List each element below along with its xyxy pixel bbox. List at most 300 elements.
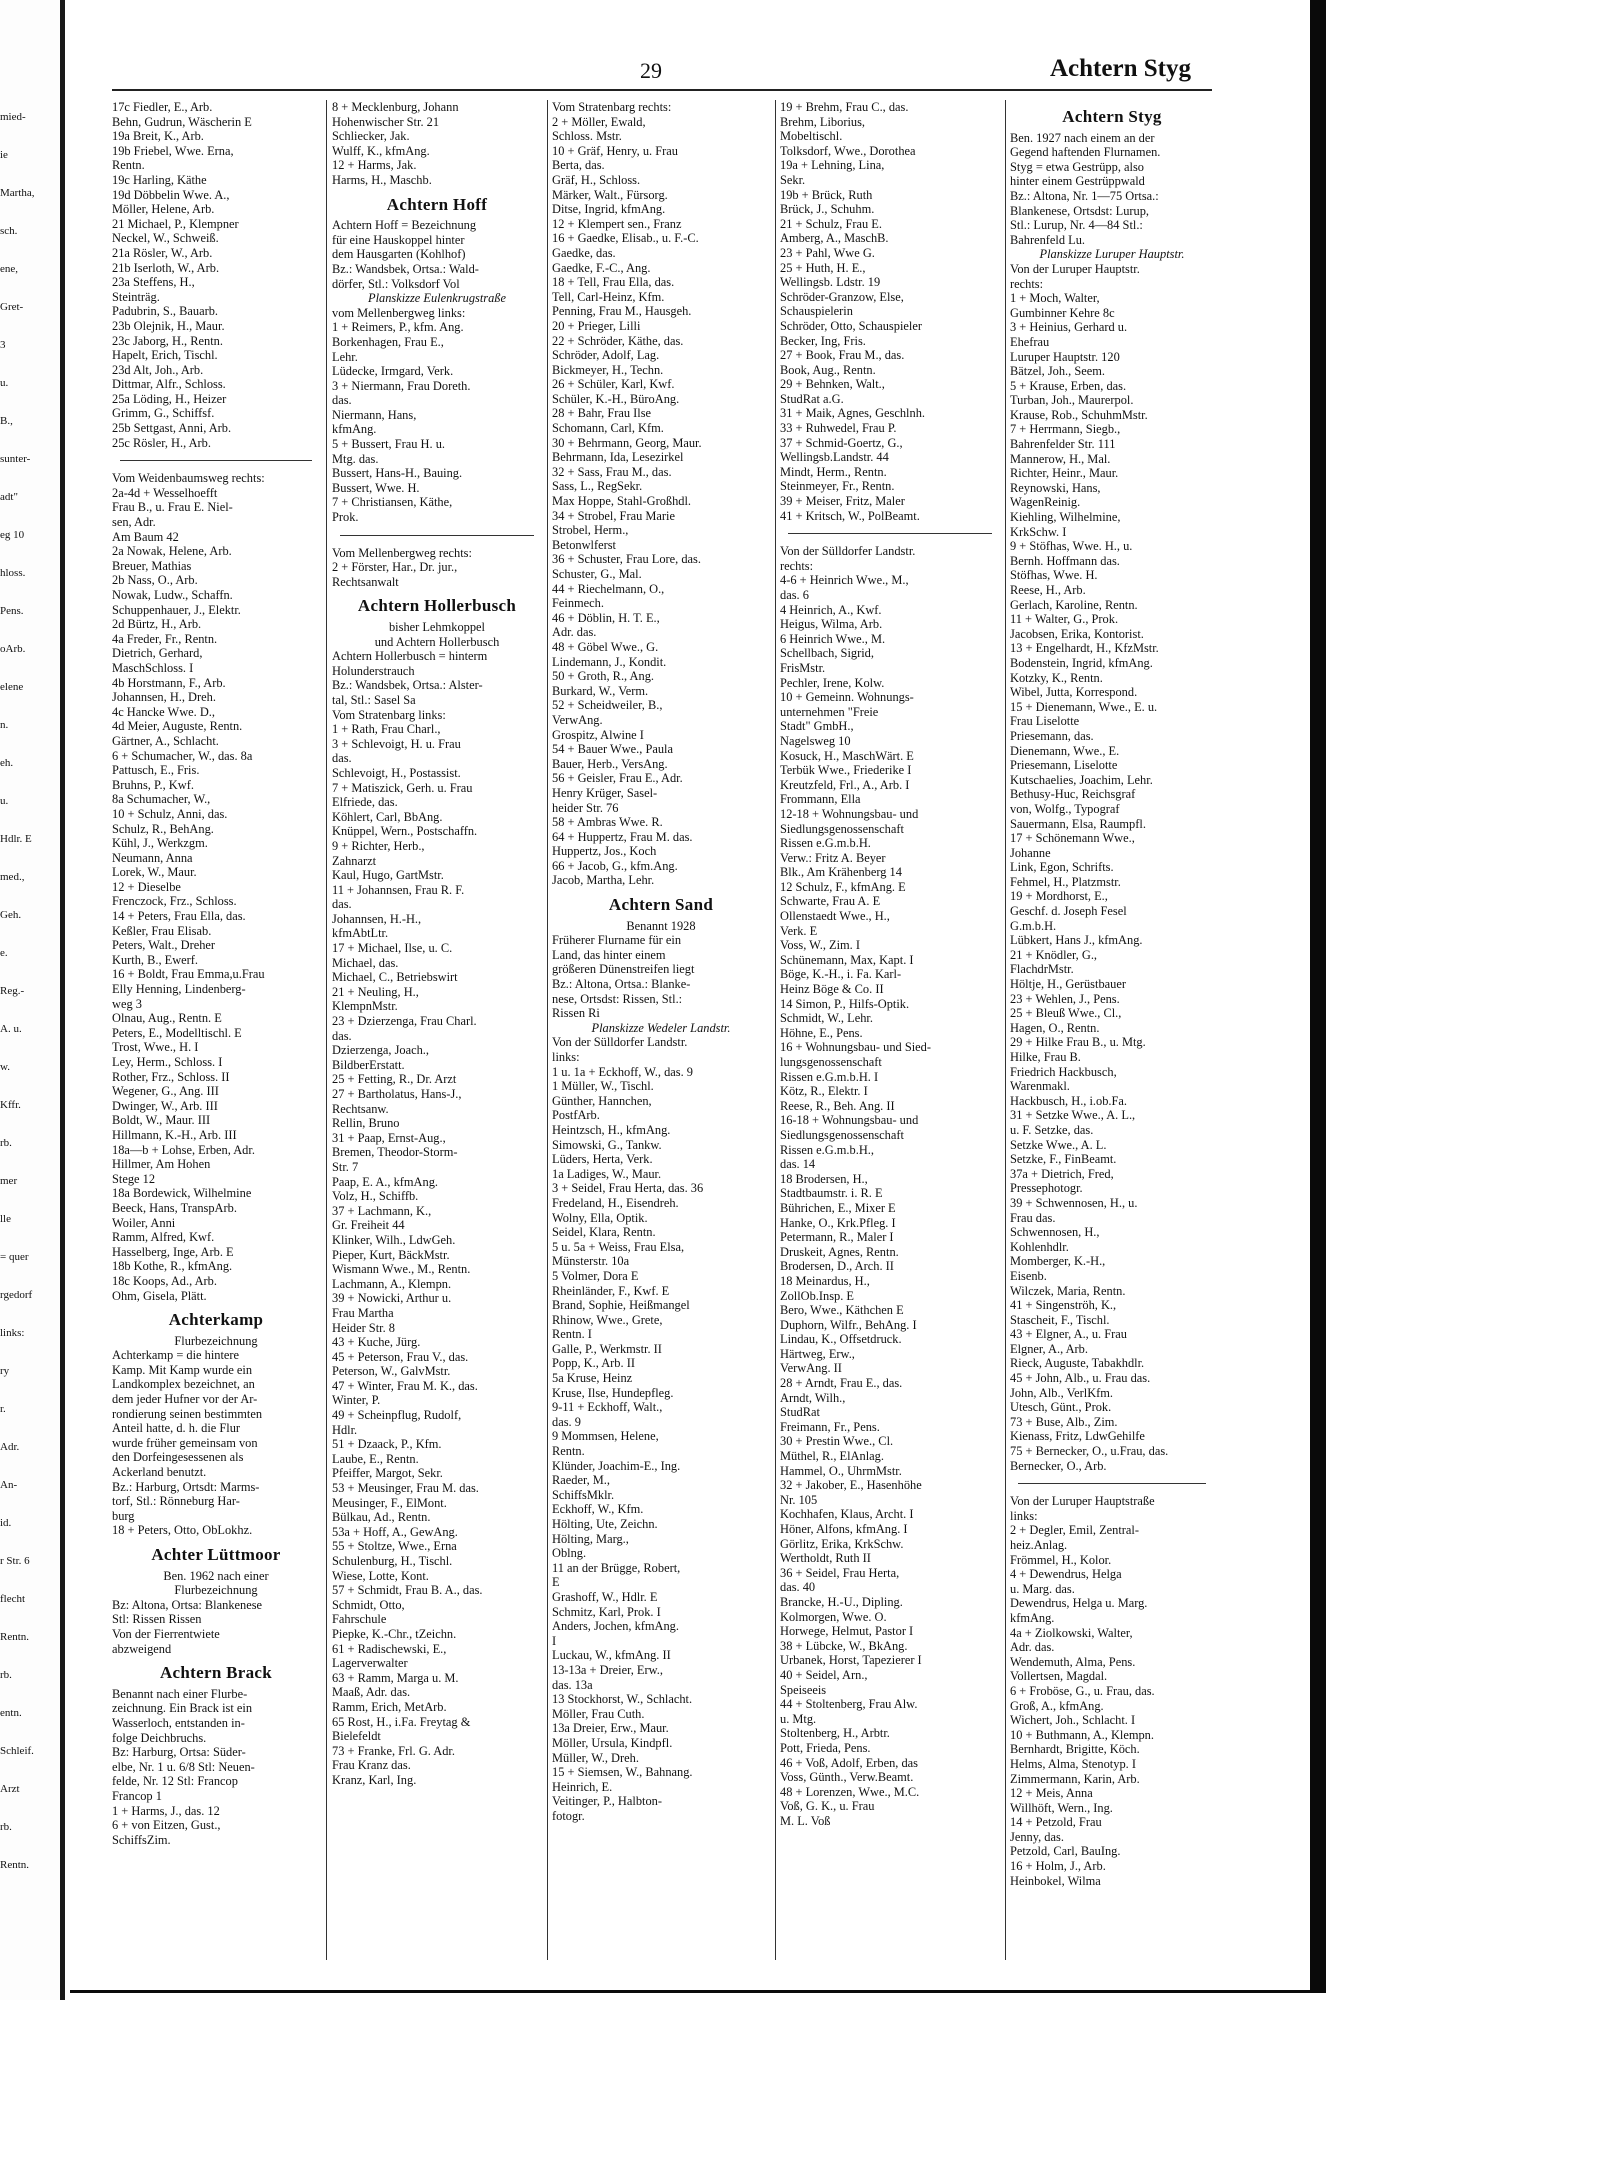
directory-entry: 21b Iserloth, W., Arb.	[112, 260, 220, 275]
directory-entry: Bätzel, Joh., Seem.	[1010, 364, 1105, 379]
directory-entry: Gaedke, F.-C., Ang.	[552, 260, 651, 275]
directory-entry: Neumann, Anna	[112, 850, 193, 865]
directory-entry: Gräf, H., Schloss.	[552, 172, 641, 187]
directory-entry: Dwinger, W., Arb. III	[112, 1098, 218, 1113]
directory-entry: Warenmakl.	[1010, 1079, 1070, 1094]
directory-entry: Höner, Alfons, kfmAng. I	[780, 1522, 908, 1536]
directory-entry: Lorek, W., Maur.	[112, 865, 197, 880]
directory-entry: Kreutzfeld, Frl., A., Arb. I	[780, 777, 910, 792]
directory-entry: Kochhafen, Klaus, Archt. I	[780, 1507, 914, 1522]
directory-entry: Möller, Ursula, Kindpfl.	[552, 1735, 673, 1750]
directory-entry: Voß, G. K., u. Frau	[780, 1799, 875, 1814]
directory-entry: Achtern Hoff = Bezeichnung	[332, 218, 477, 233]
directory-entry: Mobeltischl.	[780, 129, 843, 144]
spine-text-fragment: A. u.	[0, 1023, 22, 1035]
directory-entry: 11 an der Brügge, Robert,	[552, 1560, 681, 1575]
directory-entry: Blankenese, Ortsdst: Lurup,	[1010, 203, 1150, 218]
directory-entry: 31 + Maik, Agnes, Geschlnh.	[780, 406, 925, 421]
spine-text-fragment: mer	[0, 1175, 18, 1187]
directory-entry: Siedlungsgenossenschaft	[780, 821, 904, 836]
directory-entry: Hammel, O., UhrmMstr.	[780, 1463, 902, 1478]
directory-entry: Book, Aug., Rentn.	[780, 362, 876, 377]
directory-entry: 7 + Herrmann, Siegb.,	[1010, 422, 1121, 437]
directory-entry: Johannsen, H.-H.,	[332, 911, 422, 926]
directory-entry: 13 + Engelhardt, H., KfzMstr.	[1010, 641, 1159, 656]
directory-entry: 48 + Lorenzen, Wwe., M.C.	[780, 1784, 920, 1799]
directory-entry: FrisMstr.	[780, 660, 826, 675]
directory-entry: G.m.b.H.	[1010, 918, 1057, 933]
directory-entry: 39 + Meiser, Fritz, Maler	[780, 494, 905, 509]
directory-entry: Steinträg.	[112, 289, 160, 304]
directory-entry: Pattusch, E., Fris.	[112, 763, 200, 778]
directory-entry: zeichnung. Ein Brack ist ein	[112, 1701, 253, 1716]
directory-entry: Bz.: Wandsbek, Ortsa.: Wald-	[332, 261, 479, 276]
column-2	[332, 100, 542, 1960]
directory-entry: Schomann, Carl, Kfm.	[552, 421, 664, 436]
directory-entry: Paap, E. A., kfmAng.	[332, 1174, 438, 1189]
directory-entry: 21a Rösler, W., Arb.	[112, 245, 213, 260]
directory-entry: Jacobsen, Erika, Kontorist.	[1010, 626, 1144, 641]
spine-text-fragment: u.	[0, 795, 9, 807]
directory-entry: Land, das hinter einem	[552, 947, 666, 962]
directory-entry: Möller, Helene, Arb.	[112, 202, 215, 217]
directory-entry: Heintzsch, H., kfmAng.	[552, 1122, 671, 1137]
column-divider	[1005, 100, 1006, 1960]
directory-entry: Pott, Frieda, Pens.	[780, 1740, 871, 1755]
directory-entry: Rissen Ri	[552, 1006, 600, 1021]
directory-entry: Gaedke, das.	[552, 245, 616, 260]
spine-text-fragment: B.,	[0, 415, 13, 427]
directory-entry: Tolksdorf, Wwe., Dorothea	[780, 143, 916, 158]
directory-entry: u. Marg. das.	[1010, 1581, 1075, 1596]
directory-entry: Anteil hatte, d. h. die Flur	[112, 1421, 241, 1436]
spine-text-fragment: rb.	[0, 1669, 12, 1681]
directory-entry: Utesch, Günt., Prok.	[1010, 1400, 1112, 1415]
directory-entry: torf, Stl.: Rönneburg Har-	[112, 1494, 240, 1509]
spine-text-fragment: Arzt	[0, 1783, 20, 1795]
directory-entry: Ramm, Erich, MetArb.	[332, 1699, 447, 1714]
directory-entry: 18 + Peters, Otto, ObLokhz.	[112, 1523, 253, 1538]
directory-entry: 10 + Gräf, Henry, u. Frau	[552, 143, 678, 158]
directory-entry: M. L. Voß	[780, 1813, 831, 1828]
directory-entry: Willhöft, Wern., Ing.	[1010, 1800, 1113, 1815]
directory-entry: Arndt, Wilh.,	[780, 1390, 846, 1405]
directory-entry: Wertholdt, Ruth II	[780, 1551, 871, 1566]
spine-text-fragment: n.	[0, 719, 9, 731]
directory-entry: Brück, J., Schuhm.	[780, 202, 875, 217]
directory-entry: Heinz Böge & Co. II	[780, 982, 884, 997]
directory-entry: 13 Stockhorst, W., Schlacht.	[552, 1692, 693, 1707]
directory-entry: Hohenwischer Str. 21	[332, 114, 440, 129]
directory-entry: Henry Krüger, Sasel-	[552, 785, 658, 800]
directory-entry: Stadt" GmbH.,	[780, 719, 854, 734]
directory-entry: 1 + Moch, Walter,	[1010, 291, 1100, 306]
directory-entry: Bz.: Altona, Ortsa.: Blanke-	[552, 977, 691, 992]
spine-edge	[60, 0, 65, 2000]
directory-entry: Neckel, W., Schweiß.	[112, 231, 219, 246]
directory-entry: Setzke Wwe., A. L.	[1010, 1137, 1107, 1152]
running-head: Achtern Styg	[1050, 55, 1191, 82]
directory-entry: Verk. E	[780, 923, 818, 938]
directory-entry: Hdlr.	[332, 1422, 358, 1437]
directory-entry: 3 + Heinius, Gerhard u.	[1010, 320, 1128, 335]
directory-entry: 58 + Ambras Wwe. R.	[552, 815, 663, 830]
directory-entry: Ditse, Ingrid, kfmAng.	[552, 202, 666, 217]
directory-entry: Stoltenberg, H., Arbtr.	[780, 1726, 890, 1741]
directory-entry: Schwarte, Frau A. E	[780, 894, 881, 909]
directory-entry: hinter einem Gestrüppwald	[1010, 174, 1145, 189]
spine-text-fragment: lle	[0, 1213, 11, 1225]
directory-entry: 45 + John, Alb., u. Frau das.	[1010, 1371, 1151, 1386]
directory-entry: unternehmen "Freie	[780, 704, 879, 719]
directory-entry: 36 + Schuster, Frau Lore, das.	[552, 552, 701, 567]
directory-entry: 19d Döbbelin Wwe. A.,	[112, 187, 230, 202]
directory-entry: 6 + Schumacher, W., das. 8a	[112, 748, 253, 763]
section-separator	[120, 460, 312, 461]
directory-entry: 19b Friebel, Wwe. Erna,	[112, 143, 234, 158]
directory-entry: 45 + Peterson, Frau V., das.	[332, 1349, 469, 1364]
directory-entry: das. 13a	[552, 1677, 593, 1692]
directory-entry: Kaul, Hugo, GartMstr.	[332, 868, 444, 883]
directory-entry: Stascheit, F., Tischl.	[1010, 1312, 1110, 1327]
directory-entry: 1a Ladiges, W., Maur.	[552, 1166, 662, 1181]
directory-entry: Rissen e.G.m.b.H. I	[780, 1069, 879, 1084]
directory-entry: Bz: Altona, Ortsa: Blankenese	[112, 1597, 263, 1612]
directory-entry: Peters, E., Modelltischl. E	[112, 1025, 242, 1040]
directory-entry: 12 + Dieselbe	[112, 879, 181, 894]
directory-entry: Turban, Joh., Maurerpol.	[1010, 393, 1134, 408]
directory-entry: Heinrich, E.	[552, 1779, 613, 1794]
directory-entry: Mindt, Herm., Rentn.	[780, 464, 887, 479]
directory-entry: Borkenhagen, Frau E.,	[332, 334, 444, 349]
directory-entry: sen, Adr.	[112, 515, 156, 530]
directory-entry: Strobel, Herm.,	[552, 523, 629, 538]
directory-entry: Pressephotogr.	[1010, 1181, 1083, 1196]
directory-entry: Frenczock, Frz., Schloss.	[112, 894, 237, 909]
directory-entry: Lüdecke, Irmgard, Verk.	[332, 364, 454, 379]
directory-entry: Trost, Wwe., H. I	[112, 1040, 199, 1055]
directory-entry: Grashoff, W., Hdlr. E	[552, 1589, 658, 1604]
directory-entry: Simowski, G., Tankw.	[552, 1137, 662, 1152]
directory-entry: Dietrich, Gerhard,	[112, 646, 203, 661]
directory-entry: Nagelsweg 10	[780, 733, 851, 748]
directory-entry: Kamp. Mit Kamp wurde ein	[112, 1362, 253, 1377]
directory-entry: 57 + Schmidt, Frau B. A., das.	[332, 1583, 483, 1598]
directory-entry: fotogr.	[552, 1808, 585, 1823]
directory-entry: Gumbinner Kehre 8c	[1010, 305, 1115, 320]
directory-entry: Geschf. d. Joseph Fesel	[1010, 904, 1127, 919]
directory-entry: Groß, A., kfmAng.	[1010, 1698, 1104, 1713]
directory-entry: Druskeit, Agnes, Rentn.	[780, 1244, 899, 1259]
directory-entry: Kolmorgen, Wwe. O.	[780, 1609, 887, 1624]
directory-entry: Stege 12	[112, 1171, 156, 1186]
directory-entry: 29 + Behnken, Walt.,	[780, 377, 885, 392]
directory-entry: 18 Meinardus, H.,	[780, 1273, 870, 1288]
directory-entry: Hölting, Marg.,	[552, 1531, 629, 1546]
directory-entry: 14 Simon, P., Hilfs-Optik.	[780, 996, 910, 1011]
directory-entry: Bernhardt, Brigitte, Köch.	[1010, 1742, 1140, 1757]
directory-entry: Galle, P., Werkmstr. II	[552, 1341, 662, 1356]
directory-entry: 73 + Buse, Alb., Zim.	[1010, 1414, 1118, 1429]
directory-entry: Gärtner, A., Schlacht.	[112, 733, 219, 748]
spine-text-fragment: An-	[0, 1479, 18, 1491]
directory-entry: Heider Str. 8	[332, 1320, 395, 1335]
directory-entry: Pechler, Irene, Kolw.	[780, 675, 885, 690]
directory-entry: Stöfhas, Wwe. H.	[1010, 568, 1098, 583]
directory-entry: Tell, Carl-Heinz, Kfm.	[552, 289, 665, 304]
directory-entry: Köhlert, Carl, BbAng.	[332, 809, 443, 824]
directory-entry: Wellingsb. Ldstr. 19	[780, 275, 881, 290]
directory-entry: Bahrenfeld Lu.	[1010, 232, 1086, 247]
directory-entry: 38 + Lübcke, W., BkAng.	[780, 1638, 908, 1653]
directory-entry: Bussert, Wwe. H.	[332, 480, 420, 495]
directory-entry: Lagerverwalter	[332, 1656, 408, 1671]
directory-entry: 12 Schulz, F., kfmAng. E	[780, 879, 906, 894]
directory-entry: Elgner, A., Arb.	[1010, 1341, 1088, 1356]
directory-entry: das.	[332, 393, 352, 408]
directory-entry: Styg = etwa Gestrüpp, also	[1010, 159, 1144, 174]
directory-entry: Breuer, Mathias	[112, 558, 192, 573]
directory-entry: Von der Sülldorfer Landstr.	[780, 544, 916, 559]
directory-entry: lungsgenossenschaft	[780, 1055, 882, 1069]
directory-entry: 36 + Seidel, Frau Herta,	[780, 1565, 900, 1580]
directory-entry: Rissen e.G.m.b.H.,	[780, 1142, 874, 1157]
directory-entry: KrkSchw. I	[1010, 524, 1067, 539]
directory-entry: 19a + Lehning, Lina,	[780, 158, 885, 173]
directory-entry: Amberg, A., MaschB.	[780, 231, 889, 246]
directory-entry: I	[552, 1633, 557, 1648]
spine-text-fragment: entn.	[0, 1707, 22, 1719]
directory-entry: 26 + Schüler, Karl, Kwf.	[552, 377, 675, 392]
directory-entry: Nr. 105	[780, 1492, 818, 1507]
directory-entry: Jenny, das.	[1010, 1829, 1064, 1844]
directory-entry: 10 + Schulz, Anni, das.	[112, 806, 228, 821]
directory-entry: Ley, Herm., Schloss. I	[112, 1055, 223, 1069]
directory-entry: 25 + Fetting, R., Dr. Arzt	[332, 1072, 457, 1087]
directory-entry: Momberger, K.-H.,	[1010, 1254, 1106, 1269]
directory-entry: 6 Heinrich Wwe., M.	[780, 631, 886, 646]
directory-entry: Rissen e.G.m.b.H.	[780, 836, 871, 851]
directory-entry: Hackbusch, H., i.ob.Fa.	[1010, 1093, 1128, 1108]
directory-entry: Richter, Heinr., Maur.	[1010, 466, 1119, 481]
directory-entry: Becker, Ing, Fris.	[780, 333, 866, 348]
directory-entry: 53a + Hoff, A., GewAng.	[332, 1524, 458, 1539]
directory-entry: Kühl, J., Werkzgm.	[112, 836, 208, 851]
directory-entry: 37 + Lachmann, K.,	[332, 1203, 432, 1218]
directory-entry: das.	[332, 897, 352, 912]
directory-entry: 18a—b + Lohse, Erben, Adr.	[112, 1142, 255, 1157]
directory-entry: Holunderstrauch	[332, 663, 415, 678]
directory-entry: 32 + Jakober, E., Hasenhöhe	[780, 1478, 922, 1493]
directory-entry: Brand, Sophie, Heißmangel	[552, 1298, 690, 1313]
directory-entry: 4 Heinrich, A., Kwf.	[780, 602, 882, 617]
directory-entry: VerwAng. II	[780, 1361, 842, 1376]
directory-entry: Bremen, Theodor-Storm-	[332, 1145, 458, 1160]
directory-entry: Schuster, G., Mal.	[552, 567, 642, 581]
directory-entry: 2b Nass, O., Arb.	[112, 573, 198, 588]
directory-entry: Hanke, O., Krk.Pfleg. I	[780, 1215, 896, 1230]
directory-entry: 27 + Book, Frau M., das.	[780, 348, 905, 363]
directory-entry: 23c Jaborg, H., Rentn.	[112, 333, 223, 348]
directory-entry: Bz: Harburg, Ortsa: Süder-	[112, 1745, 246, 1760]
directory-entry: Vollertsen, Magdal.	[1010, 1669, 1108, 1684]
directory-entry: Achterkamp = die hintere	[112, 1348, 240, 1363]
directory-entry: Günther, Hannchen,	[552, 1093, 652, 1108]
directory-entry: 12-18 + Wohnungsbau- und	[780, 806, 919, 821]
directory-entry: 16 + Holm, J., Arb.	[1010, 1859, 1106, 1874]
directory-entry: Frau Martha	[332, 1305, 394, 1320]
directory-entry: Eisenb.	[1010, 1268, 1047, 1283]
directory-entry: Friedrich Hackbusch,	[1010, 1064, 1117, 1079]
spine-text-fragment: ry	[0, 1365, 10, 1377]
directory-entry: Bauer, Herb., VersAng.	[552, 756, 668, 771]
directory-entry: 37 + Schmid-Goertz, G.,	[780, 435, 903, 450]
directory-entry: Vom Mellenbergweg rechts:	[332, 545, 472, 560]
directory-entry: Frau Kranz das.	[332, 1758, 411, 1773]
directory-entry: Wichert, Joh., Schlacht. I	[1010, 1713, 1136, 1728]
directory-entry: Flurbezeichnung	[174, 1583, 258, 1598]
directory-entry: Heinbokel, Wilma	[1010, 1873, 1101, 1888]
directory-entry: 43 + Kuche, Jürg.	[332, 1335, 421, 1350]
directory-entry: 21 + Schulz, Frau E.	[780, 216, 882, 231]
directory-entry: 65 Rost, H., i.Fa. Freytag &	[332, 1714, 471, 1729]
directory-entry: Dewendrus, Helga u. Marg.	[1010, 1596, 1148, 1611]
directory-entry: Eckhoff, W., Kfm.	[552, 1502, 644, 1517]
directory-entry: 18c Koops, Ad., Arb.	[112, 1273, 217, 1288]
street-heading: Achtern Brack	[159, 1663, 273, 1683]
directory-entry: 64 + Huppertz, Frau M. das.	[552, 829, 693, 844]
spine-text-fragment: sch.	[0, 225, 18, 237]
directory-entry: dem Hausgarten (Kohlhof)	[332, 247, 466, 262]
directory-entry: Behrmann, Ida, Lesezirkel	[552, 450, 684, 465]
directory-entry: 4c Hancke Wwe. D.,	[112, 704, 215, 719]
directory-entry: Brehm, Liborius,	[780, 114, 866, 129]
directory-entry: Voss, W., Zim. I	[780, 938, 860, 953]
directory-entry: Boldt, W., Maur. III	[112, 1113, 211, 1128]
directory-entry: folge Deichbruchs.	[112, 1730, 207, 1745]
directory-entry: elbe, Nr. 1 u. 6/8 Stl: Neuen-	[112, 1759, 255, 1774]
spine-text-fragment: ene,	[0, 263, 19, 275]
directory-entry: Bz.: Wandsbek, Ortsa.: Alster-	[332, 678, 483, 693]
directory-entry: 17 + Schönemann Wwe.,	[1010, 831, 1135, 846]
directory-entry: 10 + Gemeinn. Wohnungs-	[780, 690, 914, 705]
directory-entry: 2 + Degler, Emil, Zentral-	[1010, 1523, 1139, 1538]
directory-entry: Schmidt, W., Lehr.	[780, 1011, 873, 1026]
directory-entry: VerwAng.	[552, 712, 603, 727]
directory-entry: Hölting, Ute, Zeichn.	[552, 1517, 658, 1531]
directory-entry: 55 + Stoltze, Wwe., Erna	[332, 1539, 457, 1554]
directory-entry: Schlevoigt, H., Postassist.	[332, 765, 461, 780]
directory-entry: Kiehling, Wilhelmine,	[1010, 510, 1121, 525]
directory-entry: Harms, H., Maschb.	[332, 172, 432, 187]
directory-entry: Bahrenfelder Str. 111	[1010, 437, 1116, 452]
directory-entry: Padubrin, S., Bauarb.	[112, 304, 218, 319]
directory-entry: links:	[1010, 1508, 1038, 1523]
directory-entry: links:	[552, 1050, 580, 1064]
directory-entry: Zimmermann, Karin, Arb.	[1010, 1771, 1140, 1786]
directory-entry: Terbük Wwe., Friederike I	[780, 763, 912, 778]
directory-entry: Grospitz, Alwine I	[552, 727, 644, 742]
directory-entry: 21 + Knödler, G.,	[1010, 947, 1098, 962]
directory-entry: Kohlenhdlr.	[1010, 1239, 1069, 1254]
directory-entry: 39 + Schwennosen, H., u.	[1010, 1195, 1138, 1210]
directory-entry: 19a Breit, K., Arb.	[112, 129, 204, 144]
directory-entry: Lindau, K., Offsetdruck.	[780, 1332, 902, 1347]
spine-text-fragment: Gret-	[0, 301, 24, 313]
directory-entry: 17 + Michael, Ilse, u. C.	[332, 941, 453, 956]
directory-entry: Reese, R., Beh. Ang. II	[780, 1098, 895, 1113]
directory-entry: Betonwlferst	[552, 537, 617, 552]
directory-entry: Behn, Gudrun, Wäscherin E	[112, 114, 252, 129]
directory-entry: rechts:	[1010, 276, 1044, 291]
street-heading: Achtern Hoff	[386, 194, 488, 214]
directory-entry: Heigus, Wilma, Arb.	[780, 617, 883, 632]
spine-text-fragment: flecht	[0, 1593, 26, 1605]
directory-entry: Kruse, Ilse, Hundepfleg.	[552, 1385, 674, 1400]
directory-entry: Schröder, Adolf, Lag.	[552, 348, 660, 363]
directory-entry: 44 + Stoltenberg, Frau Alw.	[780, 1697, 918, 1712]
directory-entry: Hapelt, Erich, Tischl.	[112, 348, 218, 363]
directory-entry: Mtg. das.	[332, 451, 379, 466]
directory-entry: größeren Dünenstreifen liegt	[552, 962, 695, 977]
map-reference: Planskizze Eulenkrugstraße	[368, 291, 506, 306]
directory-entry: Anders, Jochen, kfmAng.	[552, 1619, 679, 1634]
spine-text-fragment: eg 10	[0, 529, 25, 541]
directory-entry: 3 + Schlevoigt, H. u. Frau	[332, 736, 461, 751]
spine-text-fragment: = quer	[0, 1251, 29, 1263]
directory-entry: kfmAbtLtr.	[332, 926, 389, 941]
directory-entry: weg 3	[112, 996, 142, 1011]
column-5	[1010, 100, 1214, 1960]
directory-entry: 13-13a + Dreier, Erw.,	[552, 1662, 663, 1677]
directory-entry: Müthel, R., ElAnlag.	[780, 1449, 884, 1464]
directory-entry: 15 + Siemsen, W., Bahnang.	[552, 1765, 693, 1780]
column-divider	[775, 100, 776, 1960]
directory-entry: 18 Brodersen, H.,	[780, 1171, 868, 1186]
directory-entry: 32 + Sass, Frau M., das.	[552, 464, 672, 479]
directory-entry: 1 Müller, W., Tischl.	[552, 1079, 654, 1094]
directory-entry: Luckau, W., kfmAng. II	[552, 1648, 671, 1663]
directory-entry: Kurth, B., Ewerf.	[112, 952, 199, 967]
directory-entry: Fehmel, H., Platzmstr.	[1010, 874, 1121, 889]
directory-entry: John, Alb., VerlKfm.	[1010, 1385, 1114, 1400]
directory-entry: Peters, Walt., Dreher	[112, 938, 216, 953]
directory-entry: Vom Weidenbaumsweg rechts:	[112, 471, 265, 486]
directory-entry: 21 Michael, P., Klempner	[112, 216, 239, 231]
directory-entry: 9 Mommsen, Helene,	[552, 1429, 659, 1444]
directory-entry: Schulenburg, H., Tischl.	[332, 1554, 453, 1568]
spine-text-fragment: Rentn.	[0, 1631, 30, 1643]
directory-entry: 16 + Gaedke, Elisab., u. F.-C.	[552, 231, 699, 246]
directory-entry: Meusinger, F., ElMont.	[332, 1495, 447, 1510]
spine-text-fragment: adt"	[0, 491, 18, 503]
directory-entry: 25 + Bleuß Wwe., Cl.,	[1010, 1006, 1122, 1021]
directory-entry: Priesemann, Liselotte	[1010, 758, 1118, 773]
directory-entry: Hasselberg, Inge, Arb. E	[112, 1244, 234, 1259]
directory-entry: Nowak, Ludw., Schaffn.	[112, 588, 233, 602]
directory-entry: 4b Horstmann, F., Arb.	[112, 675, 226, 690]
directory-entry: Grimm, G., Schiffsf.	[112, 406, 215, 421]
directory-entry: Reese, H., Arb.	[1010, 583, 1086, 597]
directory-entry: Stl.: Lurup, Nr. 4—84 Stl.:	[1010, 218, 1143, 233]
directory-entry: 30 + Prestin Wwe., Cl.	[780, 1434, 894, 1449]
directory-entry: Hillmer, Am Hohen	[112, 1157, 211, 1172]
directory-entry: 41 + Singenströh, K.,	[1010, 1298, 1117, 1313]
directory-entry: 2 + Förster, Har., Dr. jur.,	[332, 560, 458, 575]
directory-entry: Ben. 1927 nach einem an der	[1010, 130, 1155, 145]
directory-entry: Bührichen, E., Mixer E	[780, 1200, 896, 1215]
directory-entry: 33 + Ruhwedel, Frau P.	[780, 421, 897, 436]
